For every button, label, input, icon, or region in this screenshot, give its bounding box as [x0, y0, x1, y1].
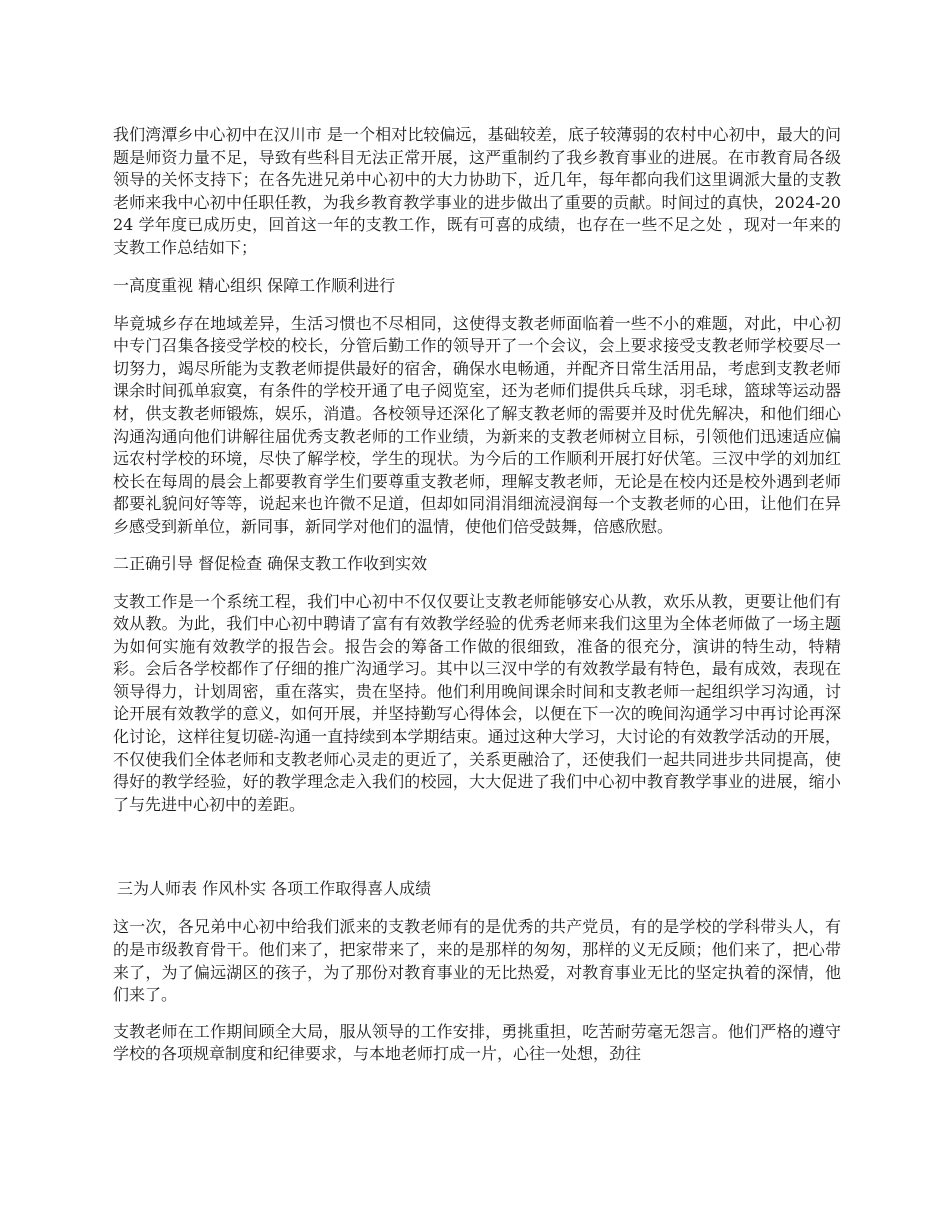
- section-heading-1: 一高度重视 精心组织 保障工作顺利进行: [113, 275, 396, 295]
- section-2-paragraph: 支教工作是一个系统工程，我们中心初中不仅仅要让支教老师能够安心从教，欢乐从教，更要让他们有效从教。为此，我们中心初中聘请了富有有效教学经验的优秀老师来我们这里为全体老师做了一场主题为如何实施有效教学的报告会。报告会的筹备工作做的很细致，准备的很充分，演讲的特生动，特精彩。会后各学校都作了仔细的推广沟通学习。其中以三汊中学的有效教学最有特色，最有成效，表现在领导得力，计划周密，重在落实，贵在坚持。他们利用晚间课余时间和支教老师一起组织学习沟通，讨论开展有效教学的意义，如何开展，并坚持勤写心得体会，以便在下一次的晚间沟通学习中再讨论再深化讨论，这样往复切磋-沟通一直持续到本学期结束。通过这种大学习，大讨论的有效教学活动的开展，不仅使我们全体老师和支教老师心灵走的更近了，关系更融洽了，还使我们一起共同进步共同提高，使得好的教学经验，好的教学理念走入我们的校园，大大促进了我们中心初中教育教学事业的进展，缩小了与先进中心初中的差距。: [113, 591, 841, 814]
- section-1-paragraph: 毕竟城乡存在地域差异，生活习惯也不尽相同，这使得支教老师面临着一些不小的难题，对此，中心初中专门召集各接受学校的校长，分管后勤工作的领导开了一个会议，会上要求接受支教老师学校要尽一切努力，竭尽所能为支教老师提供最好的宿舍，确保水电畅通，并配齐日常生活用品，考虑到支教老师课余时间孤单寂寞，有条件的学校开通了电子阅览室，还为老师们提供兵乓球，羽毛球，篮球等运动器材，供支教老师锻炼，娱乐，消遣。各校领导还深化了解支教老师的需要并及时优先解决，和他们细心沟通沟通向他们讲解往届优秀支教老师的工作业绩，为新来的支教老师树立目标，引领他们迅速适应偏远农村学校的环境，尽快了解学校，学生的现状。为今后的工作顺利开展打好伏笔。三汊中学的刘加红校长在每周的晨会上都要教育学生们要尊重支教老师，理解支教老师，无论是在校内还是校外遇到老师都要礼貌问好等等，说起来也许微不足道，但却如同涓涓细流浸润每一个支教老师的心田，让他们在异乡感受到新单位，新同事，新同学对他们的温情，使他们倍受鼓舞，倍感欣慰。: [113, 313, 841, 536]
- section-heading-3: 三为人师表 作风朴实 各项工作取得喜人成绩: [117, 879, 432, 899]
- intro-paragraph: 我们湾潭乡中心初中在汉川市 是一个相对比较偏远，基础较差，底子较薄弱的农村中心初中，最大的问题是师资力量不足，导致有些科目无法正常开展，这严重制约了我乡教育事业的进展。在市教育局各级领导的关怀支持下；在各先进兄弟中心初中的大力协助下，近几年，每年都向我们这里调派大量的支教老师来我中心初中任职任教，为我乡教育教学事业的进步做出了重要的贡献。时间过的真快，2024-2024 学年度已成历史，回首这一年的支教工作，既有可喜的成绩，也存在一些不足之处 ，现对一年来的支教工作总结如下；: [113, 125, 841, 257]
- document-body: [113, 124, 841, 1066]
- section-heading-2: 二正确引导 督促检查 确保支教工作收到实效: [113, 553, 428, 573]
- section-3-paragraph-2: 支教老师在工作期间顾全大局，服从领导的工作安排，勇挑重担，吃苦耐劳毫无怨言。他们严格的遵守学校的各项规章制度和纪律要求，与本地老师打成一片，心往一处想，劲往: [113, 1021, 841, 1064]
- section-3-paragraph-1: 这一次，各兄弟中心初中给我们派来的支教老师有的是优秀的共产党员，有的是学校的学科带头人，有的是市级教育骨干。他们来了，把家带来了，来的是那样的匆匆，那样的义无反顾；他们来了，把心带来了，为了偏远湖区的孩子，为了那份对教育事业的无比热爱，对教育事业无比的坚定执着的深情，他们来了。: [113, 917, 841, 1005]
